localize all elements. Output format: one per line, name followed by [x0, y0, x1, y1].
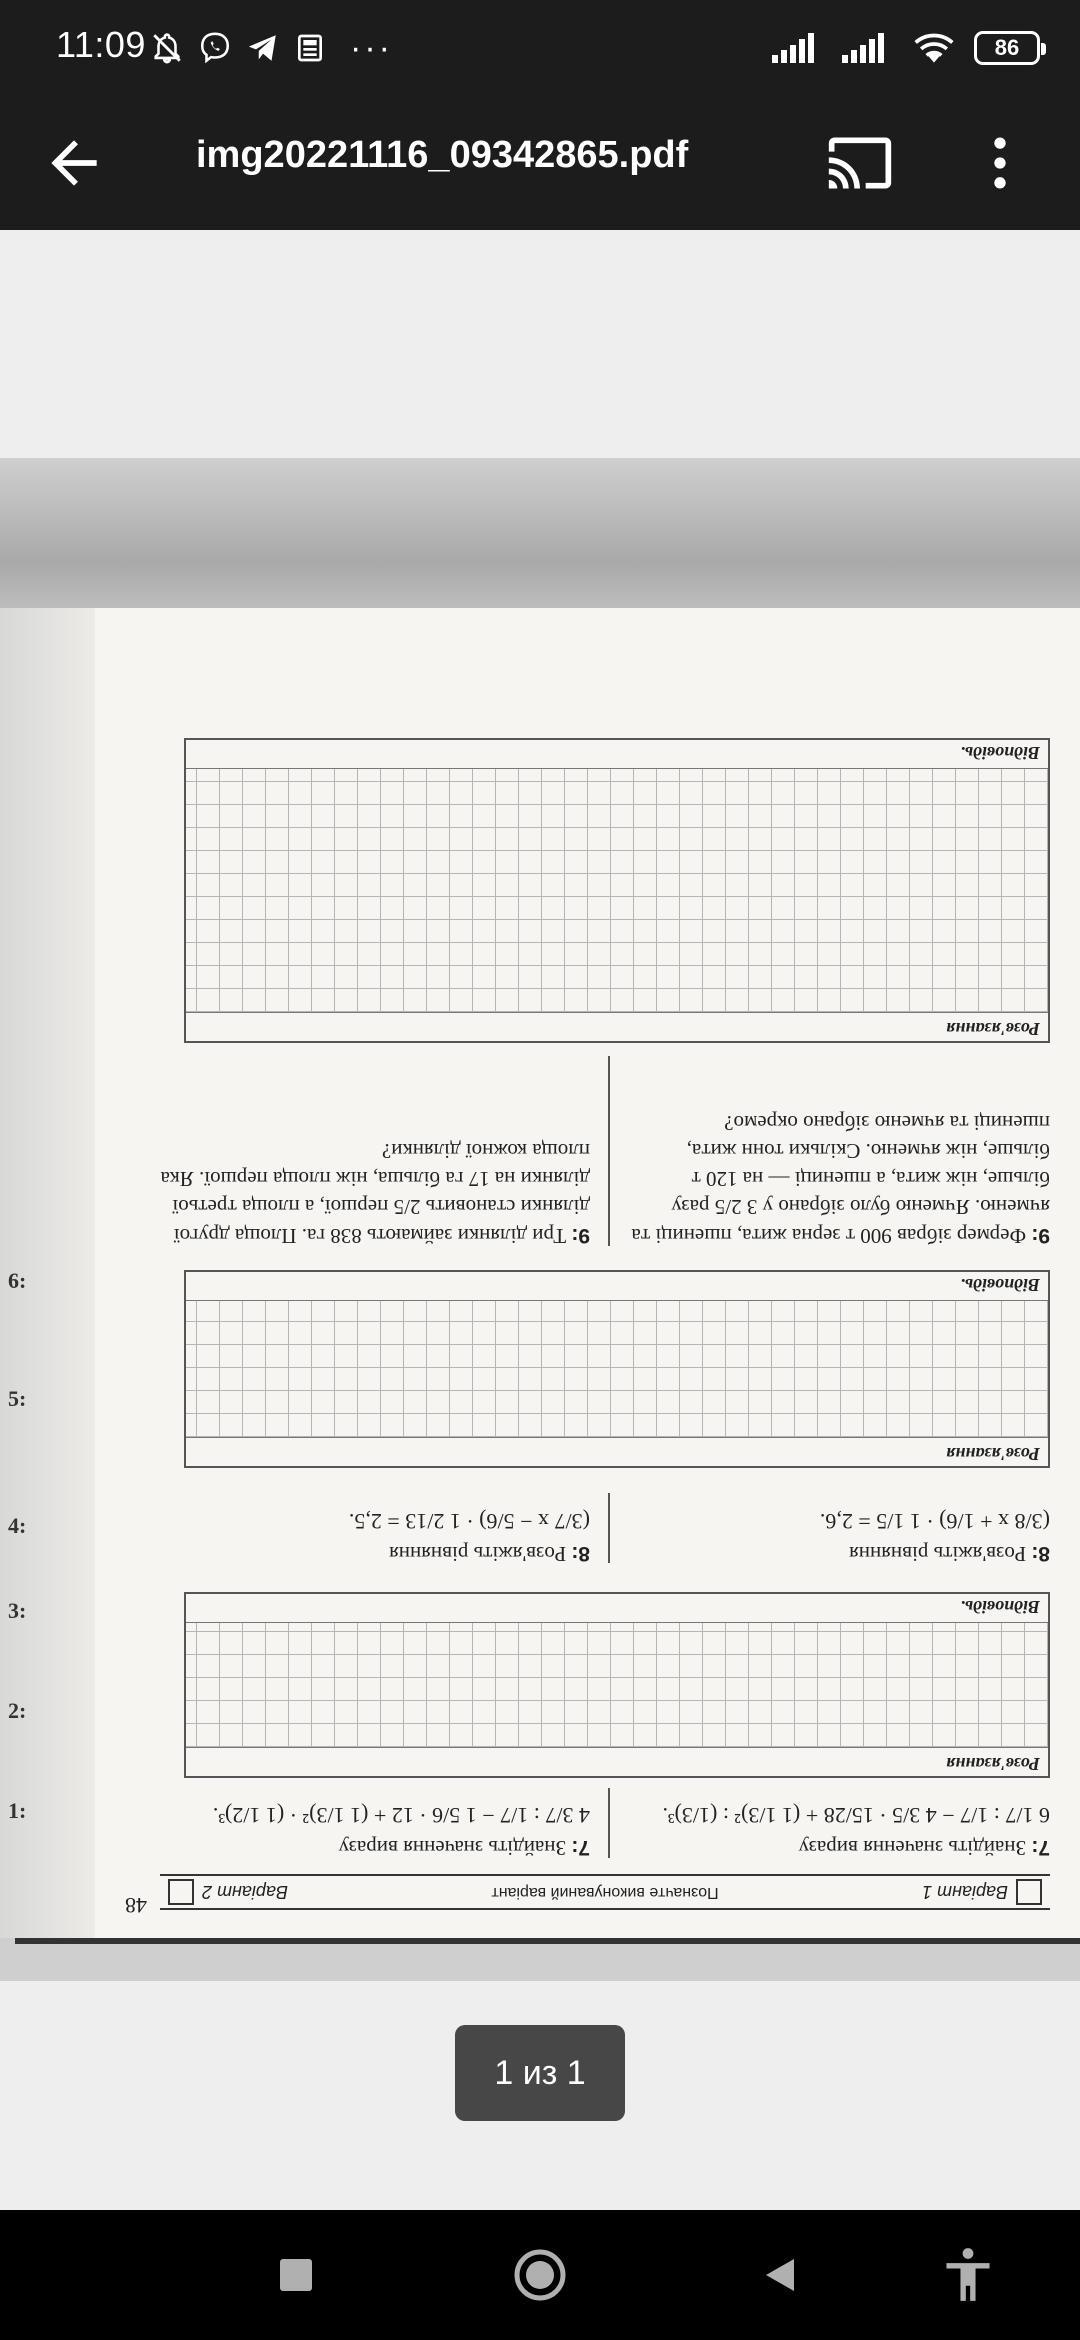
- task-number: 8:: [1031, 1542, 1050, 1565]
- notification-icons: [150, 24, 393, 72]
- scan-shadow: [0, 458, 1080, 608]
- page-indicator: 1 из 1: [455, 2025, 625, 2121]
- task-text: Фермер зібрав 900 т зерна жита, пшениці та ячменю. Ячменю було зібрано у 3 2/5 разу більше, ніж жита, а пшениці — на 120 т більше, ніж ячменю. Скільки тонн жита, пшениці та ячменю зібрано окремо?: [631, 1111, 1050, 1248]
- battery-icon: [974, 31, 1040, 65]
- solution-label: Розв'язання: [946, 1444, 1040, 1464]
- scanned-page-content: [95, 608, 1080, 1938]
- more-notifications: ···: [350, 29, 393, 67]
- task-text: Розв'яжіть рівняння: [389, 1542, 567, 1566]
- back-nav-button[interactable]: [745, 2240, 815, 2310]
- grid-area: [186, 1300, 1048, 1438]
- wifi-icon: [912, 31, 956, 65]
- task-7-variant1: [630, 1801, 1050, 1862]
- bell-off-icon: [150, 31, 184, 65]
- task-formula: (3/8 x + 1/6) · 1 1/5 = 2,6.: [819, 1509, 1050, 1534]
- news-icon: [294, 32, 326, 64]
- pdf-page-view[interactable]: [0, 458, 1080, 1981]
- solution-grid-8: [184, 1270, 1050, 1468]
- variant1-checkbox: [1016, 1879, 1042, 1905]
- printed-page-number: 48: [125, 1893, 147, 1918]
- more-vert-icon: [966, 129, 1034, 197]
- telegram-icon: [246, 31, 280, 65]
- recents-button[interactable]: [261, 2240, 331, 2310]
- task-formula: 4 3/7 : 1/7 − 1 5/6 · 12 + (1 1/3)² · (1 1/2)³.: [212, 1803, 590, 1828]
- column-divider: [608, 1493, 610, 1563]
- solution-grid-7: [184, 1592, 1050, 1778]
- home-button[interactable]: [505, 2240, 575, 2310]
- home-circle-icon: [512, 2247, 568, 2303]
- answer-label: Відповідь.: [960, 743, 1040, 763]
- task-formula: 6 1/7 : 1/7 − 4 3/5 · 15/28 + (1 1/3)² : (1/3)³.: [662, 1803, 1050, 1828]
- margin-mark: 3:: [8, 1598, 27, 1623]
- task-number: 8:: [571, 1542, 590, 1565]
- task-number: 7:: [1031, 1836, 1050, 1859]
- overflow-menu-button[interactable]: [966, 129, 1034, 197]
- viber-icon: [198, 31, 232, 65]
- cast-icon: [826, 129, 894, 197]
- task-formula: (3/7 x − 5/6) · 1 2/13 = 2,5.: [348, 1509, 590, 1534]
- variant1-label: Варіант 1: [922, 1882, 1008, 1903]
- cast-button[interactable]: [826, 129, 894, 197]
- task-text: Розв'яжіть рівняння: [849, 1542, 1027, 1566]
- variant2-label: Варіант 2: [202, 1882, 288, 1903]
- margin-mark: 1:: [8, 1798, 27, 1823]
- accessibility-icon: [942, 2247, 994, 2303]
- solution-label: Розв'язання: [946, 1754, 1040, 1774]
- margin-mark: 6:: [8, 1268, 27, 1293]
- task-text: Три ділянки займають 838 га. Площа другої ділянки становить 2/5 першої, а площа третьої ділянки на 17 га більша, ніж площа першої. Яка площа кожної ділянки?: [160, 1139, 590, 1248]
- variant-selector-row: [160, 1874, 1050, 1910]
- task-text: Знайдіть значення виразу: [338, 1836, 567, 1860]
- status-bar: [0, 0, 1080, 96]
- variant-instruction: Позначте виконуваний варіант: [491, 1884, 719, 1901]
- margin-marks: [0, 608, 95, 1938]
- signal-icon: [772, 33, 824, 63]
- column-divider: [608, 1056, 610, 1246]
- accessibility-button[interactable]: [933, 2240, 1003, 2310]
- task-9-variant1: [620, 1109, 1050, 1250]
- grid-area: [186, 1622, 1048, 1748]
- task-number: 9:: [571, 1224, 590, 1247]
- answer-label: Відповідь.: [960, 1597, 1040, 1617]
- battery-level: 86: [994, 35, 1020, 60]
- system-nav-bar: [0, 2210, 1080, 2340]
- arrow-back-icon: [40, 129, 108, 197]
- status-time: 11:09: [56, 24, 146, 65]
- margin-mark: 5:: [8, 1386, 27, 1411]
- task-8-variant2: [160, 1507, 590, 1568]
- document-title: img20221116_09342865.pdf: [196, 134, 689, 176]
- margin-mark: 4:: [8, 1513, 27, 1538]
- task-number: 7:: [571, 1836, 590, 1859]
- column-divider: [608, 1788, 610, 1858]
- system-icons: [772, 24, 1040, 72]
- task-8-variant1: [630, 1507, 1050, 1568]
- scan-edge: [15, 1938, 1080, 1944]
- margin-mark: 2:: [8, 1698, 27, 1723]
- task-9-variant2: [160, 1137, 590, 1250]
- scan-bottom: [0, 1938, 1080, 1981]
- recents-square-icon: [276, 2255, 316, 2295]
- task-number: 9:: [1031, 1224, 1050, 1247]
- variant2-checkbox: [168, 1879, 194, 1905]
- back-button[interactable]: [40, 129, 108, 197]
- solution-grid-9: [184, 738, 1050, 1043]
- signal-icon: [842, 33, 894, 63]
- back-triangle-icon: [760, 2255, 800, 2295]
- app-bar: [0, 96, 1080, 230]
- task-text: Знайдіть значення виразу: [798, 1836, 1027, 1860]
- answer-label: Відповідь.: [960, 1275, 1040, 1295]
- solution-label: Розв'язання: [946, 1019, 1040, 1039]
- grid-area: [186, 768, 1048, 1013]
- task-7-variant2: [160, 1801, 590, 1862]
